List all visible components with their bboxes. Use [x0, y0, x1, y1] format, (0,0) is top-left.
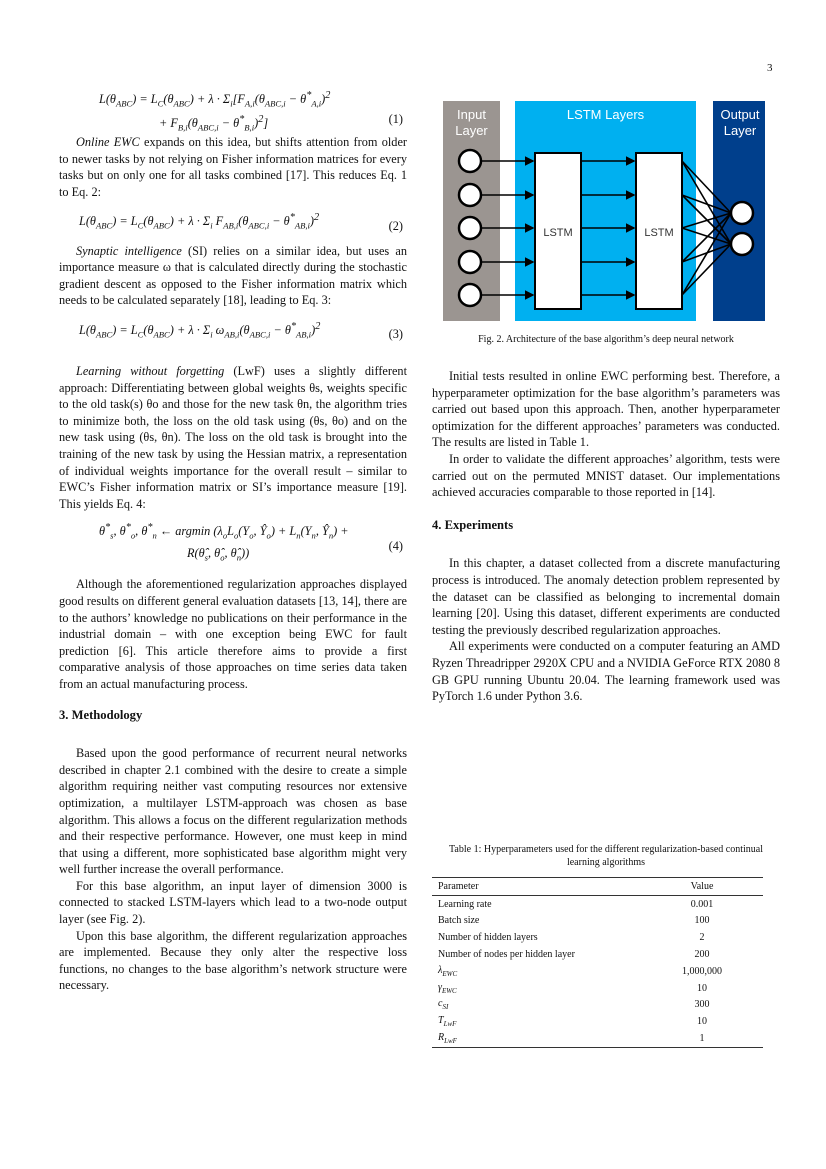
table-row — [432, 895, 763, 912]
table-row — [432, 1013, 763, 1030]
heading-experiments: 4. Experiments — [432, 517, 514, 532]
value-cell: 0.001 — [690, 898, 714, 910]
table-row — [432, 963, 763, 980]
symbol: c — [438, 998, 443, 1010]
param-cell: Batch size — [438, 915, 480, 927]
equation-3: $L(\theta_{ABC}) = L_C(\theta_{ABC}) + \lambda \cdot \Sigma_i$ $\omega_{AB,i}(\theta_{ABC,i} - \theta^*_{AB,i})^2$ (3) — [79, 320, 403, 342]
table-row — [432, 929, 763, 946]
equation-4: $\theta^*_s$, $\theta^*_o$, $\theta^*_n$ ← argmin ($\lambda_oL_o(Y_o$, $Ŷ_o) + L_n(Y_n$, $Ŷ_n$) + $R(\thetâ_s$, $\thetâ_o$, $\thetâ_n$)) (4) — [99, 522, 403, 562]
table-row — [432, 980, 763, 997]
paragraph-text: (LwF) uses a slightly different approach: Differentiating between global weights θs, weights specific to the old task(s) θo and those for the new task θn, the algorithm tries to minimize both, the loss on the old task using (θs, θo) and on the new task using (θs, θn). The loss on the old task is brought into the training of the new task by using the Hessian matrix, a representation of individual weights importance for the overall result – similar to EWC’s Fisher information matrix or SI’s importance measure [19]. This yields Eq. 4: — [59, 364, 407, 511]
lstm-block-1-text: LSTM — [543, 227, 573, 239]
value-cell: 300 — [694, 999, 710, 1011]
param-cell — [432, 1030, 641, 1047]
paragraph-based-upon: Based upon the good performance of recurrent neural networks described in chapter 2.1 combined with the desire to create a simple algorithm requiring neither vast computing resources nor extensive optimization, a multilayer LSTM-approach was chosen as base algorithm. This allows a focus on the different regularization methods and their respective performance. However, one must keep in mind that using a different, more sophisticated base algorithm might very well further increase the overall performance. — [59, 746, 407, 877]
page-number: 3 — [767, 62, 773, 74]
symbol-subscript: LwF — [444, 1037, 457, 1046]
symbol: T — [438, 1015, 444, 1027]
header-parameter: Parameter — [438, 880, 479, 892]
param-cell: Learning rate — [438, 898, 492, 910]
value-cell: 1,000,000 — [682, 965, 722, 977]
equation-2: $L(\theta_{ABC}) = L_C(\theta_{ABC}) + \lambda \cdot \Sigma_i$ $F_{AB,i}(\theta_{ABC,i} - \theta^*_{AB,i})^2$ (2) — [79, 212, 403, 233]
symbol-subscript: SI — [442, 1003, 449, 1012]
table-row — [432, 946, 763, 963]
term-synaptic-intelligence: Synaptic intelligence — [76, 243, 182, 258]
figure-caption: Fig. 2. Architecture of the base algorithm’s deep neural network — [478, 334, 734, 345]
param-cell — [432, 963, 641, 980]
right-column — [432, 368, 780, 705]
equation-1-number: (1) — [388, 112, 403, 127]
table-row — [432, 913, 763, 930]
param-cell — [432, 1013, 641, 1030]
value-cell: 10 — [697, 1016, 707, 1028]
param-cell: Number of nodes per hidden layer — [438, 949, 575, 961]
equation-1 — [59, 88, 407, 133]
paragraph-text: (SI) relies on a similar idea, but uses an importance measure ω that is calculated directly during the stochastic gradient descent as opposed to the Fisher information matrix which needs to be calculated separately [18], leading to Eq. 3: — [59, 243, 407, 308]
equation-4-number: (4) — [388, 538, 403, 553]
param-cell — [432, 980, 641, 997]
input-layer-label: Input Layer — [455, 107, 488, 138]
value-cell: 100 — [694, 915, 710, 927]
table-header-row — [432, 878, 763, 896]
left-column — [59, 88, 407, 994]
equation-1-line-1: $L(\theta_{ABC}) = L_C(\theta_{ABC}) + \lambda \cdot \Sigma_i[F_{A,i}(\theta_{ABC,i} - \theta^*_{A,i})^2$ — [99, 90, 331, 109]
header-value: Value — [690, 880, 714, 892]
table-caption: Table 1: Hyperparameters used for the different regularization-based continual learning algorithms — [449, 844, 763, 868]
value-cell: 1 — [699, 1033, 705, 1045]
lstm-block-2-text: LSTM — [644, 227, 674, 239]
symbol-subscript: LwF — [443, 1020, 457, 1029]
output-layer-label: Output Layer — [720, 107, 760, 138]
paragraph-lwf — [59, 363, 407, 512]
paragraph-validate: In order to validate the different approaches’ algorithm, tests were carried out on the permuted MNIST dataset. Our implementations achieved accuracies comparable to those reported in [14]. — [432, 451, 780, 500]
symbol: λ — [438, 964, 443, 976]
paragraph-upon-this: Upon this base algorithm, the different regularization approaches are implemented. Because they only alter the respective loss functions, no changes to the base algorithm’s network structure were necessary. — [59, 928, 407, 993]
paragraph-si — [59, 243, 407, 309]
symbol-subscript: EWC — [442, 969, 458, 978]
param-cell — [432, 997, 641, 1014]
value-cell: 200 — [694, 949, 710, 961]
symbol-subscript: EWC — [441, 986, 457, 995]
param-cell: Number of hidden layers — [438, 932, 538, 944]
hyperparameter-table — [432, 877, 763, 1048]
term-lwf: Learning without forgetting — [76, 364, 225, 379]
symbol: γ — [438, 981, 442, 993]
figure-2-architecture — [443, 101, 765, 321]
paragraph-in-this-chapter: In this chapter, a dataset collected from a discrete manufacturing process is introduced. The anomaly detection problem represented by the dataset can be classified as belonging to incremental domain learning [20]. Using this dataset, different experiments are conducted testing the previously described regularization approaches. — [432, 556, 780, 637]
paragraph-all-experiments: All experiments were conducted on a computer featuring an AMD Ryzen Threadripper 2920X CPU and a NVIDIA GeForce RTX 2080 8 GB GPU running Ubuntu 20.04. The learning framework used was PyTorch 1.6 under Python 3.6. — [432, 639, 780, 704]
symbol: R — [438, 1032, 445, 1044]
lstm-layers-label: LSTM Layers — [566, 107, 645, 122]
table-row — [432, 1030, 763, 1047]
equation-3-number: (3) — [388, 327, 403, 342]
value-cell: 10 — [697, 982, 707, 994]
table-row — [432, 997, 763, 1014]
term-online-ewc: Online EWC — [76, 135, 140, 149]
value-cell: 2 — [699, 932, 705, 944]
paragraph-initial-tests: Initial tests resulted in online EWC performing best. Therefore, a hyperparameter optimization for the base algorithm’s parameters was carried out based upon this approach. Then, another hyperparameter optimization for the different approaches’ parameters was conducted. The results are listed in Table 1. — [432, 369, 780, 450]
network-diagram — [443, 101, 765, 321]
equation-2-number: (2) — [388, 218, 403, 233]
equation-1-line-2: + $F_{B,i}(\theta_{ABC,i} - \theta^*_{B,i})^2$] — [159, 114, 269, 133]
heading-methodology: 3. Methodology — [59, 707, 143, 722]
paragraph-online-ewc — [59, 134, 407, 200]
paragraph-although: Although the aforementioned regularization approaches displayed good results on different general evaluation datasets [13, 14], there are to the authors’ knowledge no publications on their performance in the industrial domain – with one exception being EWC for fault prediction [6]. This article therefore aims to provide a first comparative analysis of those approaches on time series data taken from an actual manufacturing process. — [59, 577, 407, 691]
paragraph-for-this: For this base algorithm, an input layer of dimension 3000 is connected to stacked LSTM-layers which lead to a two-node output layer (see Fig. 2). — [59, 878, 407, 927]
paragraph-text: expands on this idea, but shifts attention from older to newer tasks by not relying on Fisher information matrices for every tasks but on only one for all tasks combined [17]. This reduces Eq. 1 to Eq. 2: — [59, 135, 408, 199]
